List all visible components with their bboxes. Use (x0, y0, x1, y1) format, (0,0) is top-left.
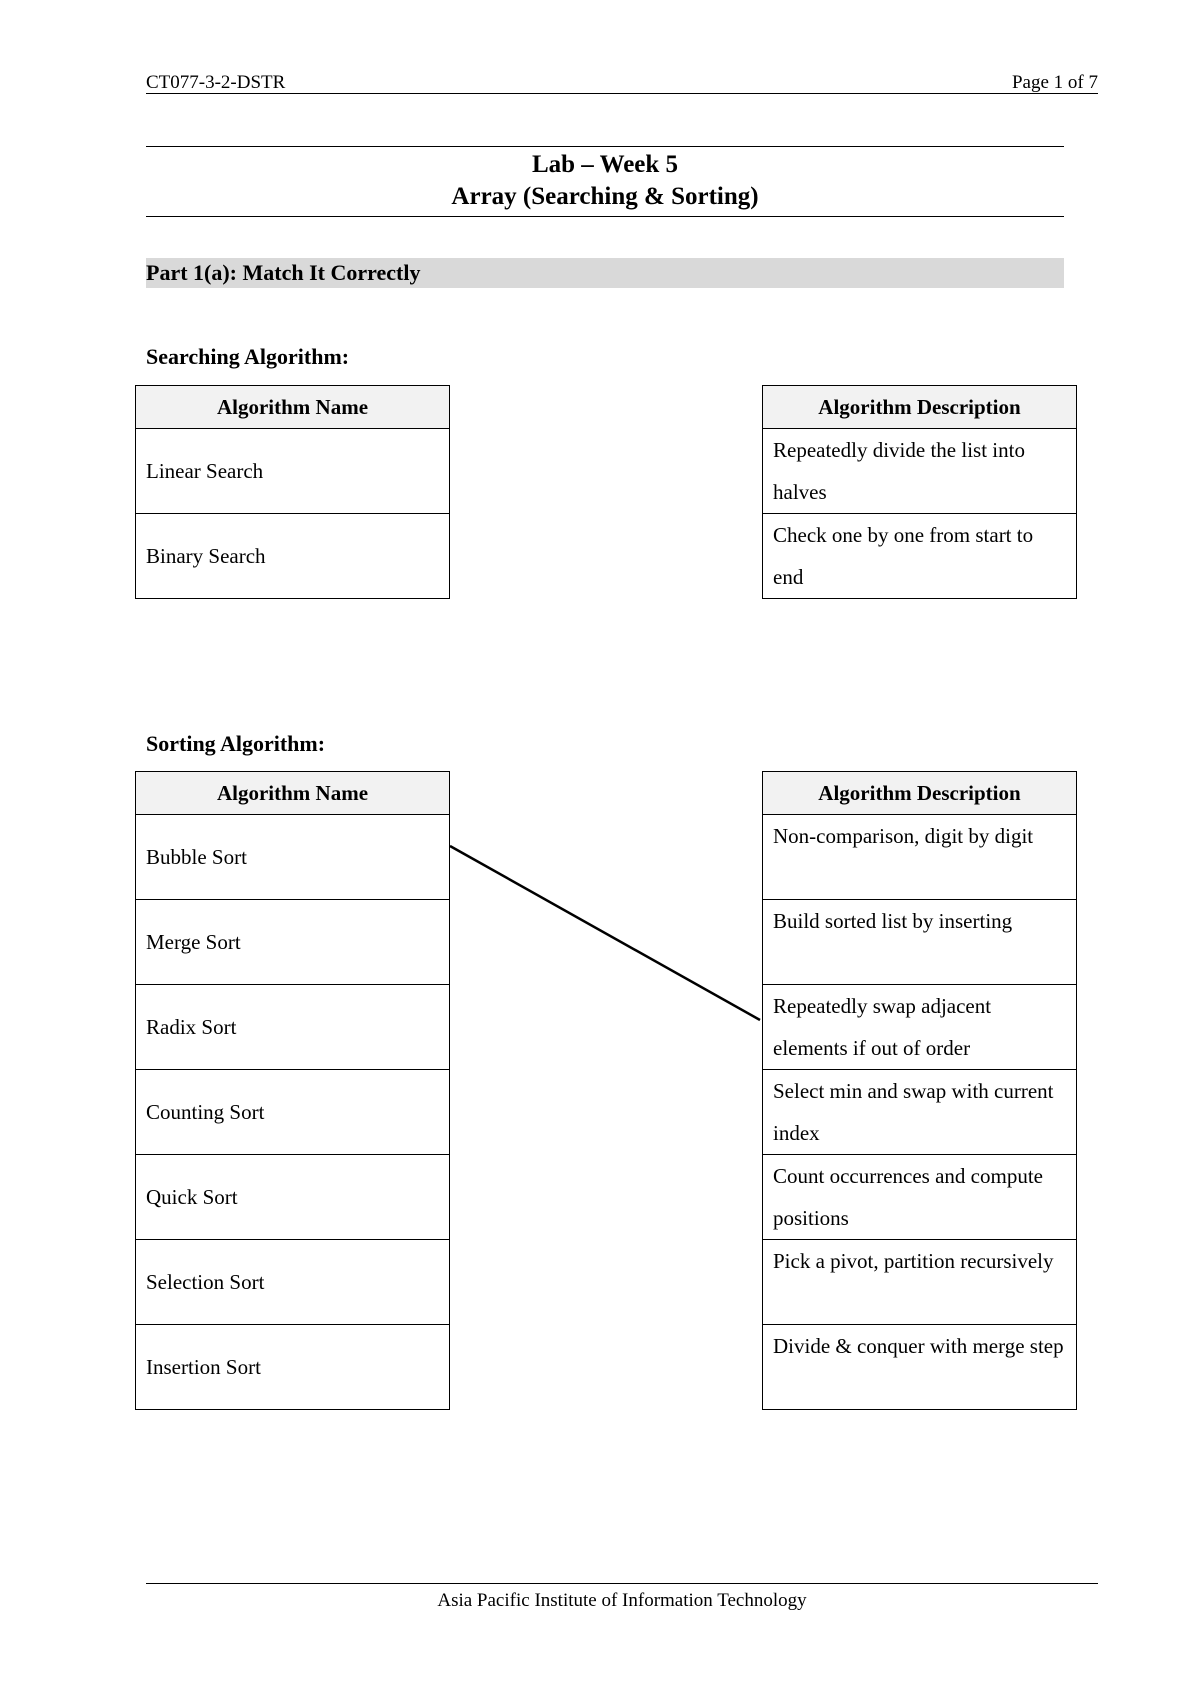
sorting-desc-table (762, 771, 1077, 1410)
footer-divider (146, 1583, 1098, 1584)
sorting-desc-header: Algorithm Description (763, 772, 1077, 815)
header-divider (146, 93, 1098, 94)
sorting-name-cell: Radix Sort (136, 985, 450, 1070)
searching-desc-table (762, 385, 1077, 599)
sorting-desc-cell: Repeatedly swap adjacent elements if out of order (763, 985, 1077, 1070)
sorting-name-table (135, 771, 450, 1410)
sorting-desc-cell: Non-comparison, digit by digit (763, 815, 1077, 900)
searching-name-cell: Binary Search (136, 514, 450, 599)
searching-name-table (135, 385, 450, 599)
course-code: CT077-3-2-DSTR (146, 72, 286, 93)
sorting-name-cell: Selection Sort (136, 1240, 450, 1325)
sorting-name-cell: Insertion Sort (136, 1325, 450, 1410)
searching-name-header: Algorithm Name (136, 386, 450, 429)
sorting-name-header: Algorithm Name (136, 772, 450, 815)
title-top-rule (146, 146, 1064, 147)
page-number: Page 1 of 7 (1011, 72, 1098, 93)
sorting-label: Sorting Algorithm: (146, 731, 326, 756)
sorting-name-cell: Merge Sort (136, 900, 450, 985)
sorting-desc-cell: Count occurrences and compute positions (763, 1155, 1077, 1240)
sorting-desc-cell: Pick a pivot, partition recursively (763, 1240, 1077, 1325)
sorting-desc-cell: Select min and swap with current index (763, 1070, 1077, 1155)
part-heading: Part 1(a): Match It Correctly (146, 258, 1064, 288)
title-bottom-rule (146, 216, 1064, 217)
sorting-name-cell: Quick Sort (136, 1155, 450, 1240)
sorting-name-cell: Counting Sort (136, 1070, 450, 1155)
sorting-desc-cell: Divide & conquer with merge step (763, 1325, 1077, 1410)
searching-desc-cell: Repeatedly divide the list into halves (763, 429, 1077, 514)
match-line-bubble-sort (450, 846, 760, 1020)
searching-label: Searching Algorithm: (146, 344, 350, 369)
lab-title: Lab – Week 5 (531, 151, 679, 178)
lab-subtitle: Array (Searching & Sorting) (451, 183, 759, 210)
footer-institution: Asia Pacific Institute of Information Technology (437, 1590, 807, 1611)
sorting-desc-cell: Build sorted list by inserting (763, 900, 1077, 985)
sorting-name-cell: Bubble Sort (136, 815, 450, 900)
searching-name-cell: Linear Search (136, 429, 450, 514)
searching-desc-header: Algorithm Description (763, 386, 1077, 429)
searching-desc-cell: Check one by one from start to end (763, 514, 1077, 599)
